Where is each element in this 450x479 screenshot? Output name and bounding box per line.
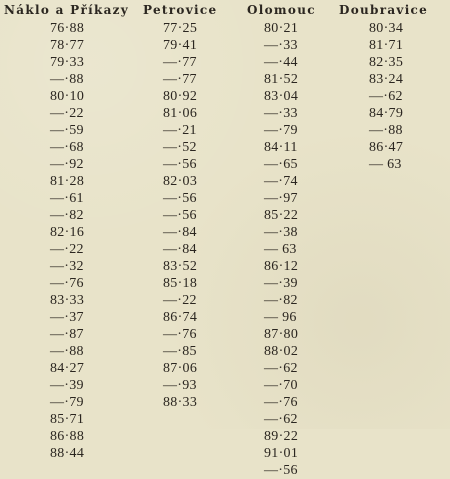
table-cell: —·56 <box>163 191 197 206</box>
table-cell: —·62 <box>264 412 298 427</box>
table-cell: —·56 <box>264 463 298 478</box>
table-cell: 81·71 <box>369 38 404 53</box>
column-header: Olomouc <box>247 3 316 17</box>
column-header: Petrovice <box>143 3 218 17</box>
table-cell: —·56 <box>163 157 197 172</box>
table-cell: 78·77 <box>50 38 85 53</box>
table-cell: 86·88 <box>50 429 85 444</box>
column-doubravice <box>339 2 428 173</box>
table-cell: —·77 <box>163 72 197 87</box>
table-cell: 85·22 <box>264 208 299 223</box>
table-cell: —·77 <box>163 55 197 70</box>
table-cell: —·22 <box>50 242 84 257</box>
table-cell: —·68 <box>50 140 84 155</box>
table-cell: —·79 <box>50 395 84 410</box>
table-cell: 88·33 <box>163 395 198 410</box>
value-list <box>4 20 129 462</box>
table-cell: —·38 <box>264 225 298 240</box>
table-cell: 83·04 <box>264 89 299 104</box>
table-cell: 86·47 <box>369 140 404 155</box>
table-cell: 85·71 <box>50 412 85 427</box>
table-cell: —·62 <box>264 361 298 376</box>
table-cell: —·88 <box>50 72 84 87</box>
table-cell: 86·74 <box>163 310 198 325</box>
table-cell: —·79 <box>264 123 298 138</box>
value-list <box>339 20 428 173</box>
column-header: Doubravice <box>339 3 429 17</box>
table-cell: 82·35 <box>369 55 404 70</box>
table-cell: 81·52 <box>264 72 299 87</box>
table-cell: — 63 <box>369 157 402 172</box>
table-cell: 91·01 <box>264 446 299 461</box>
table-cell: 81·06 <box>163 106 198 121</box>
table-cell: 79·33 <box>50 55 85 70</box>
table-cell: —·84 <box>163 225 197 240</box>
table-cell: 88·44 <box>50 446 85 461</box>
table-cell: —·93 <box>163 378 197 393</box>
table-cell: 81·28 <box>50 174 85 189</box>
column-petrovice <box>143 2 217 411</box>
table-cell: —·39 <box>264 276 298 291</box>
table-cell: —·21 <box>163 123 197 138</box>
table-cell: —·22 <box>163 293 197 308</box>
table-cell: 80·21 <box>264 21 299 36</box>
table-cell: —·33 <box>264 38 298 53</box>
table-cell: —·74 <box>264 174 298 189</box>
table-cell: —·85 <box>163 344 197 359</box>
table-cell: —·33 <box>264 106 298 121</box>
table-cell: —·44 <box>264 55 298 70</box>
table-cell: —·56 <box>163 208 197 223</box>
table-cell: — 96 <box>264 310 297 325</box>
table-cell: —·65 <box>264 157 298 172</box>
table-cell: —·88 <box>50 344 84 359</box>
table-cell: 87·80 <box>264 327 299 342</box>
table-cell: —·62 <box>369 89 403 104</box>
table-cell: —·88 <box>369 123 403 138</box>
table-cell: —·32 <box>50 259 84 274</box>
table-cell: 77·25 <box>163 21 198 36</box>
column-olomouc <box>247 2 316 479</box>
table-cell: —·52 <box>163 140 197 155</box>
table-cell: —·82 <box>264 293 298 308</box>
table-cell: —·61 <box>50 191 84 206</box>
table-cell: 84·79 <box>369 106 404 121</box>
table-cell: —·39 <box>50 378 84 393</box>
table-cell: 84·27 <box>50 361 85 376</box>
table-cell: 83·52 <box>163 259 198 274</box>
table-cell: —·76 <box>50 276 84 291</box>
table-cell: 85·18 <box>163 276 198 291</box>
table-cell: —·82 <box>50 208 84 223</box>
table-cell: —·70 <box>264 378 298 393</box>
table-cell: —·76 <box>163 327 197 342</box>
table-cell: 76·88 <box>50 21 85 36</box>
table-cell: —·84 <box>163 242 197 257</box>
table-cell: 87·06 <box>163 361 198 376</box>
table-cell: —·76 <box>264 395 298 410</box>
table-cell: 89·22 <box>264 429 299 444</box>
table-cell: 84·11 <box>264 140 298 155</box>
table-cell: — 63 <box>264 242 297 257</box>
table-cell: —·97 <box>264 191 298 206</box>
table-cell: 79·41 <box>163 38 198 53</box>
column-header: Náklo a Příkazy <box>4 3 130 17</box>
value-list <box>247 20 316 479</box>
table-cell: 80·34 <box>369 21 404 36</box>
table-cell: —·87 <box>50 327 84 342</box>
table-cell: —·92 <box>50 157 84 172</box>
table-cell: —·59 <box>50 123 84 138</box>
table-cell: —·37 <box>50 310 84 325</box>
table-cell: 88·02 <box>264 344 299 359</box>
table-cell: 83·33 <box>50 293 85 308</box>
table-cell: 86·12 <box>264 259 299 274</box>
value-list <box>143 20 217 411</box>
table-cell: 82·03 <box>163 174 198 189</box>
table-cell: 83·24 <box>369 72 404 87</box>
table-cell: 82·16 <box>50 225 85 240</box>
table-cell: —·22 <box>50 106 84 121</box>
table-cell: 80·92 <box>163 89 198 104</box>
table-cell: 80·10 <box>50 89 85 104</box>
column-naklo-a-prikazy <box>4 2 129 462</box>
